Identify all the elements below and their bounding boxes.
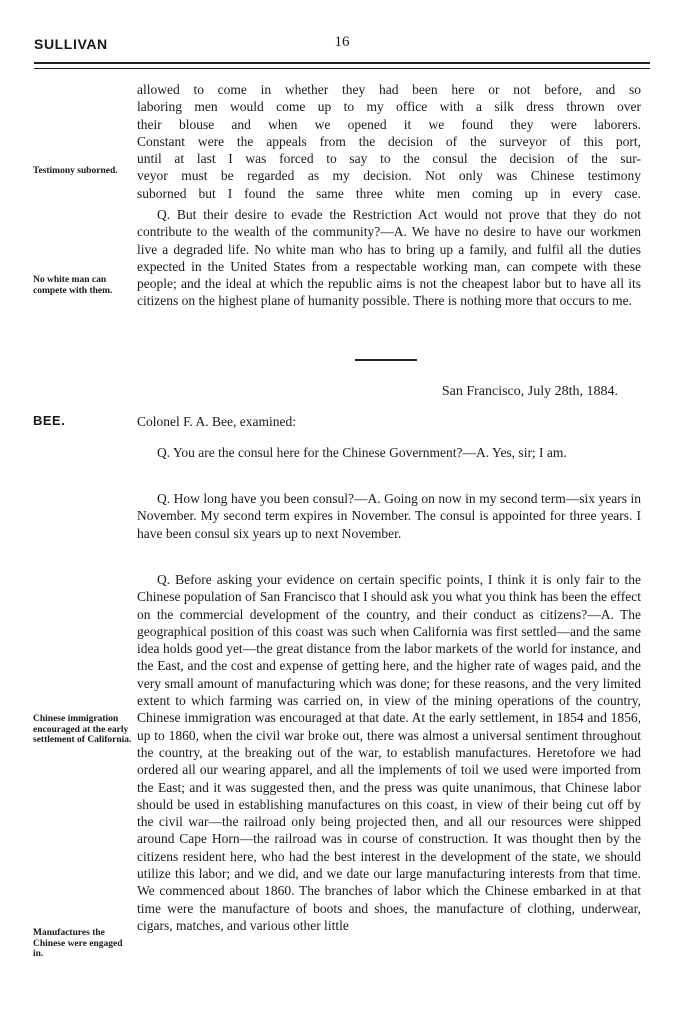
margin-note-testimony: Testimony suborned. [33,166,118,176]
examined-line: Colonel F. A. Bee, examined: [137,414,297,429]
text-line: suborned but I found the same three white men coming up in every case. [137,185,641,201]
question-answer-paragraph: Q. But their desire to evade the Restriction Act would not prove that they do not contribute to the wealth of the community?—A. We have no desire to have our workmen live a degraded life. No white man who has to bring up a family, and fulfil all the duties expected in the United States from a respectable working man, can compete with these people; and the ideal at which the republic aims is not the cheapest labor but to have all its citizens on the highest plane of humanity possible. There is nothing more that occurs to me. [137,207,641,309]
q1-paragraph: Q. You are the consul here for the Chinese Government?—A. Yes, sir; I am. [157,445,567,460]
header-rule-thin [34,68,650,69]
q3-paragraph: Q. Before asking your evidence on certain specific points, I think it is only fair to the Chinese population of San Francisco that I should ask you what you think has been the effect on the commercial development of the country, and their conduct as citizens?—A. The geographical position of this coast was such when California was first settled—and the same idea holds good yet—the great distance from the labor markets of the world for instance, and the East, and the cost and expense of getting here, and the higher rate of wages paid, and the very small amount of manufacturing which was done; for these reasons, and the very limited extent to which farming was carried on, in view of the mining operations of the country, Chinese immigration was encouraged at that date. At the early settlement, in 1854 and 1856, up to 1860, when the civil war broke out, there was almost a universal sentiment throughout the country, at the breaking out of the war, to establish manufactures. Heretofore we had ordered all our wearing apparel, and all the implements of toil we used were imported from the East; and it was suggested then, and the press was quite unanimous, that Chinese labor should be used in establishing manufactures on this coast, in view of their being cut off by the civil war—the railroad only being projected then, and all our resources were shipped around Cape Horn—the railroad was in course of construction. It was thought then by the citizens resident here, who had the best interest in the development of the state, we should utilize this labor; and we did, and we date our large manufacturing interests from that time. We commenced about 1860. The branches of labor which the Chinese embarked in at that time were the manufacture of boots and shoes, the manufacture of clothing, underwear, cigars, matches, and various other little [137,572,641,933]
section1-paragraph1 [137,81,641,202]
text-line: veyor must be regarded as my decision. Not only was Chinese testimony [137,168,641,184]
page-number: 16 [334,34,350,50]
text-line: until at last I was forced to say to the consul the decision of the sur- [137,151,641,167]
text-line: their blouse and when we opened it we found they were laborers. [137,116,641,132]
running-title: SULLIVAN [34,36,108,52]
q1-paragraph-wrap [137,444,641,461]
margin-note-chinese-immigration: Chinese immigration encouraged at the early settlement of California. [33,714,132,745]
section1-paragraph2 [137,206,641,310]
speaker-tag: BEE. [33,413,66,428]
text-line: laboring men would come up to my office with a silk dress thrown over [137,99,641,115]
q3-paragraph-wrap [137,571,641,934]
dateline: San Francisco, July 28th, 1884. [441,384,618,399]
text-line: Constant were the appeals from the decision of the surveyor of this port, [137,133,641,149]
page-header [34,34,650,54]
text-line: allowed to come in whether they had been here or not before, and so [137,82,641,97]
header-rule-thick [34,62,650,64]
section-divider [355,359,417,361]
margin-note-manufactures: Manufactures the Chinese were engaged in. [33,928,123,959]
margin-note-white-man: No white man can compete with them. [33,275,113,296]
q2-paragraph: Q. How long have you been consul?—A. Going on now in my second term—six years in November. My second term expires in November. The consul is appointed for three years. I have been consul six years up to next November. [137,491,641,541]
examined-line-wrap [137,413,641,430]
q2-paragraph-wrap [137,490,641,542]
